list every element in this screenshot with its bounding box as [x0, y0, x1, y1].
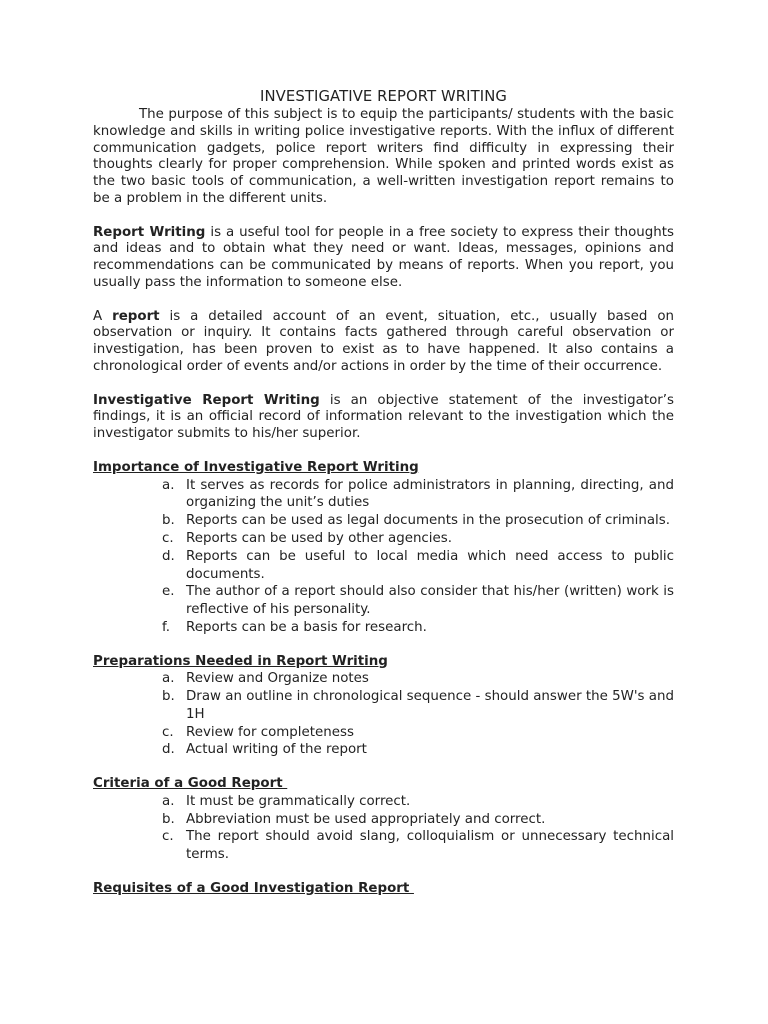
report-writing-text: is a useful tool for people in a free society to express their thoughts and ideas and to obtain what they need or want. Ideas, messages, opinions and recommendations can be communicated by means of reports. When you report, you usually pass the information to someone else.	[93, 224, 675, 290]
list-marker: c.	[162, 724, 174, 740]
investigative-paragraph	[93, 393, 674, 443]
list-item	[93, 548, 674, 584]
list-marker: d.	[162, 742, 175, 758]
list-item-text: Reports can be useful to local media which need access to public documents.	[186, 548, 674, 582]
list-marker: c.	[162, 829, 174, 845]
report-definition-term: report	[112, 308, 160, 324]
list-item-text: Draw an outline in chronological sequence - should answer the 5W's and 1H	[186, 689, 674, 722]
importance-list	[93, 477, 674, 637]
report-definition-paragraph	[93, 309, 674, 376]
list-marker: b.	[162, 689, 175, 705]
paragraph-gap	[93, 292, 674, 309]
list-item-text: Reports can be used as legal documents in the prosecution of criminals.	[186, 513, 670, 529]
paragraph-gap	[93, 443, 674, 460]
list-item	[93, 530, 674, 548]
list-item-text: It must be grammatically correct.	[186, 793, 411, 809]
list-marker: d.	[162, 548, 175, 564]
list-item	[93, 724, 674, 742]
investigative-term: Investigative Report Writing	[93, 392, 320, 408]
report-definition-text: is a detailed account of an event, situation, etc., usually based on observation or inquiry. It contains facts gathered through careful observation or investigation, has been proven to exist as to have happened. It also contains a chronological order of events and/or actions in order by the time of their occurrence.	[93, 308, 674, 374]
paragraph-gap	[93, 208, 674, 225]
report-writing-term: Report Writing	[93, 224, 206, 240]
list-marker: c.	[162, 530, 174, 546]
list-item	[93, 583, 674, 619]
list-item-text: The report should avoid slang, colloquialism or unnecessary technical terms.	[186, 829, 674, 863]
list-marker: b.	[162, 513, 175, 529]
list-item-text: Abbreviation must be used appropriately and correct.	[186, 811, 546, 827]
importance-heading: Importance of Investigative Report Writing	[93, 459, 419, 475]
list-item	[93, 512, 674, 530]
criteria-heading: Criteria of a Good Report	[93, 776, 288, 792]
list-item-text: Actual writing of the report	[186, 742, 367, 758]
preparations-heading: Preparations Needed in Report Writing	[93, 653, 388, 669]
document-title: INVESTIGATIVE REPORT WRITING	[260, 88, 507, 105]
list-marker: b.	[162, 811, 175, 827]
list-item-text: Review and Organize notes	[186, 671, 369, 687]
list-item	[93, 811, 674, 829]
report-writing-paragraph	[93, 225, 674, 292]
list-item-text: Review for completeness	[186, 724, 354, 740]
paragraph-gap	[93, 759, 674, 776]
paragraph-gap	[93, 376, 674, 393]
requisites-heading: Requisites of a Good Investigation Report	[93, 880, 414, 896]
list-marker: f.	[162, 619, 170, 635]
list-item	[93, 477, 674, 513]
list-item	[93, 828, 674, 864]
paragraph-gap	[93, 637, 674, 654]
paragraph-gap	[93, 864, 674, 881]
list-item-text: It serves as records for police administrators in planning, directing, and organizing the unit’s duties	[186, 477, 674, 511]
list-marker: a.	[162, 477, 175, 493]
report-definition-prefix: A	[93, 308, 113, 324]
list-item	[93, 619, 674, 637]
investigative-text: is an objective statement of the investigator’s findings, it is an official record of information relevant to the investigation which the investigator submits to his/her superior.	[93, 392, 675, 442]
list-item	[93, 670, 674, 688]
list-item-text: Reports can be a basis for research.	[186, 619, 427, 635]
list-item-text: The author of a report should also consider that his/her (written) work is reflective of his personality.	[186, 584, 674, 618]
list-marker: e.	[162, 584, 175, 600]
list-item-text: Reports can be used by other agencies.	[186, 530, 452, 546]
list-marker: a.	[162, 793, 175, 809]
list-item	[93, 688, 674, 724]
intro-paragraph: The purpose of this subject is to equip the participants/ students with the basic knowledge and skills in writing police investigative reports. With the influx of different communication gadgets, police report writers find difficulty in expressing their thoughts clearly for proper comprehension. While spoken and printed words exist as the two basic tools of communication, a well-written investigation report remains to be a problem in the different units.	[93, 107, 674, 206]
criteria-list	[93, 793, 674, 864]
list-item	[93, 741, 674, 759]
document-page	[93, 87, 674, 898]
list-item	[93, 793, 674, 811]
preparations-list	[93, 670, 674, 759]
list-marker: a.	[162, 671, 175, 687]
